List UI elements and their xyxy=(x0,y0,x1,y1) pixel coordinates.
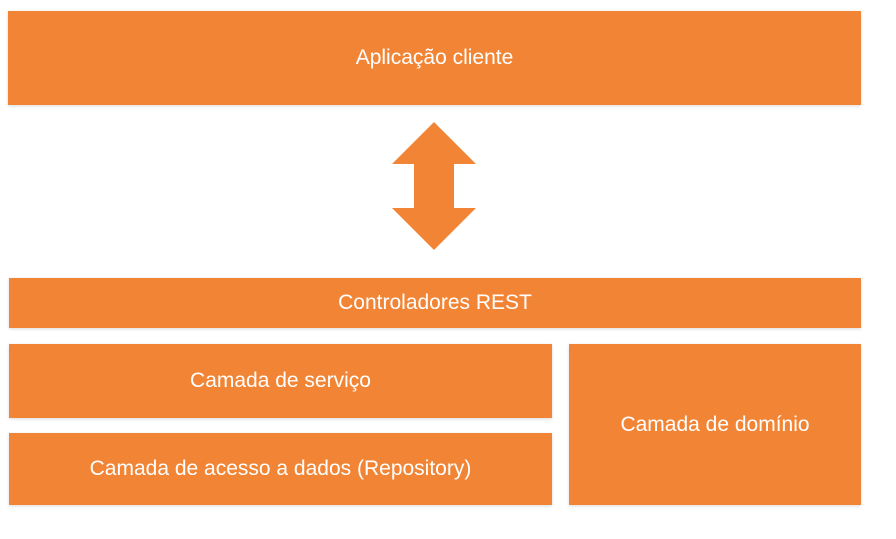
rest-controllers-label: Controladores REST xyxy=(338,291,532,314)
domain-layer-label: Camada de domínio xyxy=(620,412,810,436)
data-access-layer-label: Camada de acesso a dados (Repository) xyxy=(89,457,472,480)
data-access-layer-block xyxy=(9,433,552,505)
double-vertical-arrow-icon xyxy=(392,122,476,250)
service-layer-block xyxy=(9,344,552,418)
rest-controllers-block xyxy=(9,278,861,328)
arrow-shape xyxy=(392,122,476,250)
domain-layer-block xyxy=(569,344,861,505)
service-layer-label: Camada de serviço xyxy=(190,369,371,392)
client-app-block xyxy=(8,11,861,105)
client-app-label: Aplicação cliente xyxy=(355,46,514,69)
